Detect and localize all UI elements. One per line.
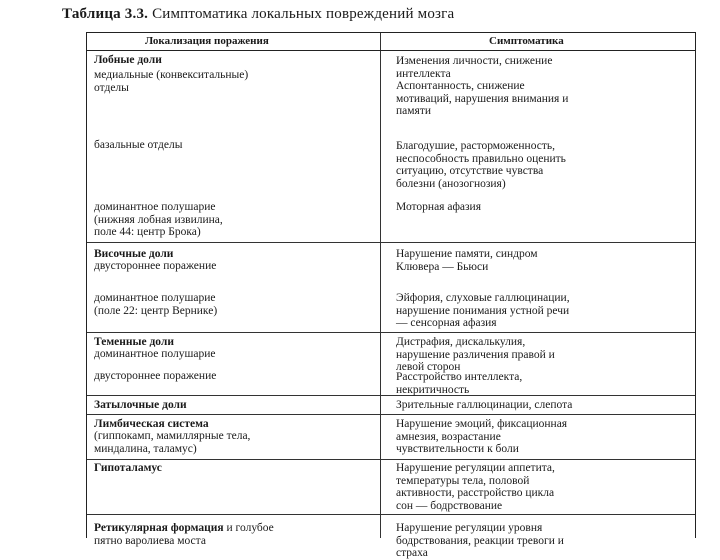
- table-row-limbic: [87, 415, 695, 460]
- symptom-cell: Зрительные галлюцинации, слепота: [396, 399, 573, 411]
- symptom-cell: Благодушие, расторможенность, неспособность правильно оценить ситуацию, отсутствие чувства болезни (анозогнозия): [396, 140, 566, 190]
- symptom-cell: Нарушение регуляции аппетита, температуры тела, половой активности, расстройство цикла сон — бодрствование: [396, 462, 555, 512]
- caption-text: Симптоматика локальных повреждений мозга: [152, 6, 455, 22]
- table-row-frontal: [87, 51, 695, 243]
- region-frontal: Лобные доли: [94, 54, 162, 66]
- table-header: [87, 33, 695, 51]
- symptom-cell: Изменения личности, снижение интеллекта Аспонтанность, снижение мотиваций, нарушения внимания и памяти: [396, 55, 569, 117]
- symptom-cell: Дистрафия, дискалькулия, нарушение различения правой и левой сторон: [396, 336, 555, 373]
- location-cell: доминантное полушарие (нижняя лобная извилина, поле 44: центр Брока): [94, 201, 223, 238]
- location-cell: двустороннее поражение: [94, 260, 217, 272]
- table-row-hypothalamus: [87, 460, 695, 515]
- symptom-cell: Нарушение регуляции уровня бодрствования, реакции тревоги и страха: [396, 522, 564, 559]
- caption-label: Таблица 3.3.: [62, 6, 149, 22]
- region-reticular-suffix: и голубое: [223, 522, 274, 534]
- table-row-temporal: [87, 243, 695, 333]
- symptom-table: [86, 32, 696, 559]
- region-hypothalamus: Гипоталамус: [94, 462, 162, 474]
- location-cell: доминантное полушарие: [94, 348, 216, 360]
- region-reticular-line: [94, 522, 374, 535]
- location-cell: (гиппокамп, мамиллярные тела, миндалина, таламус): [94, 430, 251, 455]
- symptom-cell: Нарушение эмоций, фиксационная амнезия, возрастание чувствительности к боли: [396, 418, 568, 455]
- region-temporal: Височные доли: [94, 248, 174, 260]
- region-parietal: Теменные доли: [94, 336, 174, 348]
- region-limbic: Лимбическая система: [94, 418, 209, 430]
- location-cell: пятно варолиева моста: [94, 535, 206, 547]
- symptom-cell: Нарушение памяти, синдром Клювера — Бьюси: [396, 248, 538, 273]
- region-reticular: Ретикулярная формация: [94, 522, 224, 534]
- location-cell: медиальные (конвекситальные) отделы: [94, 69, 249, 94]
- symptom-cell: Расстройство интеллекта, некритичность: [396, 371, 523, 396]
- location-cell: двустороннее поражение: [94, 370, 217, 382]
- symptom-cell: Эйфория, слуховые галлюцинации, нарушение понимания устной речи — сенсорная афазия: [396, 292, 570, 329]
- region-occipital: Затылочные доли: [94, 399, 187, 411]
- table-caption: [62, 6, 454, 23]
- header-location: Локализация поражения: [145, 35, 269, 47]
- location-cell: доминантное полушарие (поле 22: центр Вернике): [94, 292, 218, 317]
- table-row-reticular: [87, 515, 695, 559]
- table-row-occipital: [87, 396, 695, 415]
- table-row-parietal: [87, 333, 695, 396]
- header-symptoms: Симптоматика: [489, 35, 564, 47]
- location-cell: базальные отделы: [94, 139, 183, 151]
- symptom-cell: Моторная афазия: [396, 201, 481, 213]
